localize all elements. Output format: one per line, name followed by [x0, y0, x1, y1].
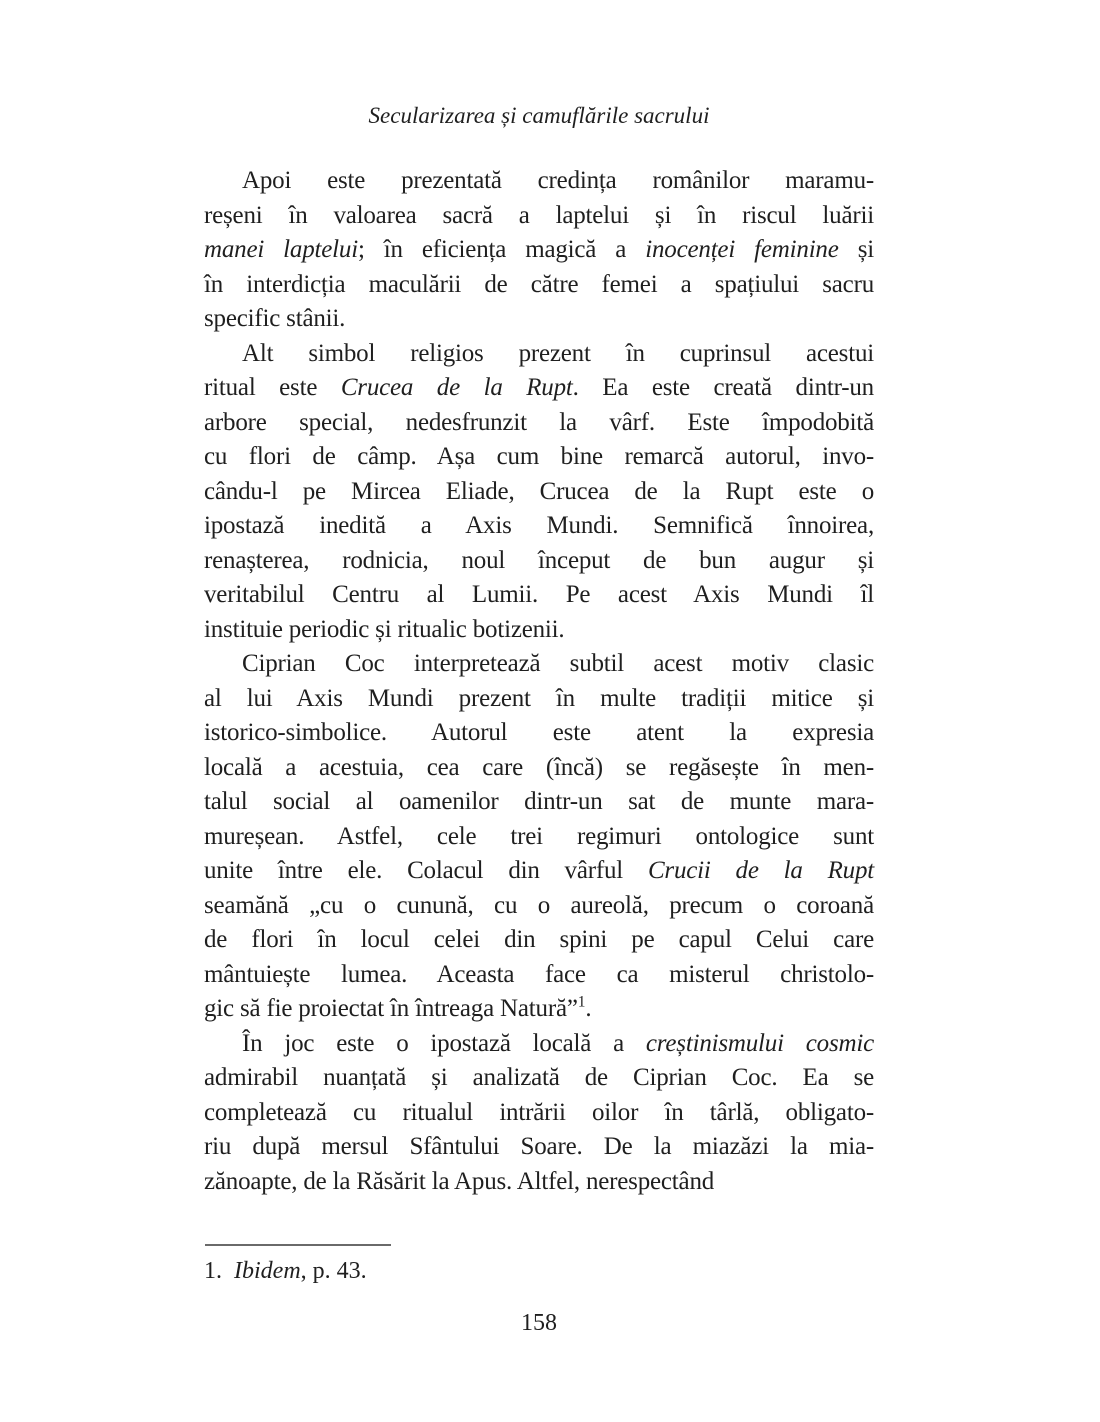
text-line [204, 647, 874, 682]
paragraph [204, 1027, 874, 1200]
text-segment: ritual este [204, 374, 341, 401]
text-segment: veritabilul Centru al Lumii. Pe acest Axis Mundi îl [204, 581, 874, 608]
paragraph [204, 647, 874, 1027]
text-segment: ; în eficiența magică a [357, 236, 646, 263]
text-segment: cându-l pe Mircea Eliade, Crucea de la Rupt este o [204, 477, 874, 505]
text-line [204, 785, 874, 820]
text-segment: renașterea, rodnicia, noul început de bun augur și [204, 546, 874, 574]
text-segment: locală a acestuia, cea care (încă) se regăsește în men- [204, 753, 874, 781]
text-segment: Ibidem [234, 1258, 301, 1284]
text-segment: talul social al oamenilor dintr-un sat de munte mara- [204, 788, 874, 815]
text-segment: manei laptelui [204, 236, 358, 263]
text-line [204, 199, 874, 234]
text-segment: Alt simbol religios prezent în cuprinsul acestui [242, 339, 874, 367]
text-segment: 1. [204, 1258, 234, 1284]
text-segment: istorico-simbolice. Autorul este atent la expresia [204, 719, 874, 746]
text-line [204, 1096, 874, 1131]
text-line [204, 233, 874, 268]
text-segment: specific stânii. [204, 305, 346, 332]
paragraph [204, 164, 874, 337]
text-segment: ipostază inedită a Axis Mundi. Semnifică înnoirea, [204, 512, 874, 539]
text-line [204, 923, 874, 958]
text-line [204, 302, 874, 337]
text-segment: . Ea este creată dintr-un [572, 374, 874, 401]
text-segment: seamănă „cu o cunună, cu o aureolă, precum o coroană [204, 891, 874, 919]
paragraph [204, 337, 874, 648]
footnote-rule [205, 1244, 391, 1246]
text-line [204, 164, 874, 199]
text-segment: riu după mersul Sfântului Soare. De la miazăzi la mia- [204, 1133, 874, 1160]
text-segment: reșeni în valoarea sacră a laptelui și în riscul luării [204, 201, 874, 229]
text-line [204, 475, 874, 510]
text-line [204, 371, 874, 406]
text-segment: Crucii de la Rupt [647, 857, 874, 884]
text-line [204, 544, 874, 579]
text-line [204, 440, 874, 475]
text-line [204, 1061, 874, 1096]
text-line [204, 578, 874, 613]
text-segment: instituie periodic și ritualic botizenii. [204, 615, 565, 643]
text-line [204, 889, 874, 924]
text-line [204, 820, 874, 855]
text-segment: unite între ele. Colacul din vârful [204, 857, 648, 884]
text-segment: , p. 43. [300, 1258, 367, 1284]
text-line [204, 406, 874, 441]
text-line [204, 1130, 874, 1165]
text-segment: inocenței feminine [645, 236, 839, 263]
footnote [204, 1256, 874, 1286]
text-line [204, 854, 874, 889]
text-segment: Apoi este prezentată credința românilor maramu- [242, 167, 874, 194]
text-segment: În joc este o ipostază locală a [242, 1029, 646, 1057]
text-segment: de flori în locul celei din spini pe capul Celui care [204, 926, 874, 953]
text-segment: mântuiește lumea. Aceasta face ca misterul christolo- [204, 960, 874, 988]
footnote-reference: 1 [577, 993, 586, 1011]
text-segment: al lui Axis Mundi prezent în multe tradiții mitice și [204, 684, 874, 712]
text-segment: completează cu ritualul intrării oilor în târlă, obligato- [204, 1098, 874, 1126]
text-line [204, 1165, 874, 1200]
text-line [204, 992, 874, 1027]
running-header: Secularizarea și camuflările sacrului [368, 103, 710, 128]
text-line [204, 268, 874, 303]
text-segment: arbore special, nedesfrunzit la vârf. Este împodobită [204, 408, 874, 436]
text-line [204, 1027, 874, 1062]
body-text [204, 164, 874, 1199]
text-segment: admirabil nuanțată și analizată de Ciprian Coc. Ea se [204, 1064, 874, 1091]
text-segment: . [585, 995, 592, 1022]
text-segment: gic să fie proiectat în întreaga Natură” [204, 995, 578, 1022]
text-segment: Crucea de la Rupt [340, 374, 573, 401]
text-segment: și [838, 236, 874, 263]
text-segment: creștinismului cosmic [645, 1029, 874, 1057]
text-line [204, 958, 874, 993]
text-segment: Ciprian Coc interpretează subtil acest motiv clasic [242, 650, 874, 677]
text-line [204, 682, 874, 717]
text-segment: cu flori de câmp. Așa cum bine remarcă autorul, invo- [204, 443, 874, 470]
text-line [204, 751, 874, 786]
text-segment: mureșean. Astfel, cele trei regimuri ontologice sunt [204, 822, 874, 850]
page-number: 158 [521, 1310, 557, 1336]
text-line [204, 337, 874, 372]
text-line [204, 613, 874, 648]
text-segment: în interdicția maculării de către femei a spațiului sacru [204, 270, 874, 298]
text-line [204, 716, 874, 751]
text-segment: zănoapte, de la Răsărit la Apus. Altfel, nerespectând [204, 1167, 715, 1195]
text-line [204, 509, 874, 544]
